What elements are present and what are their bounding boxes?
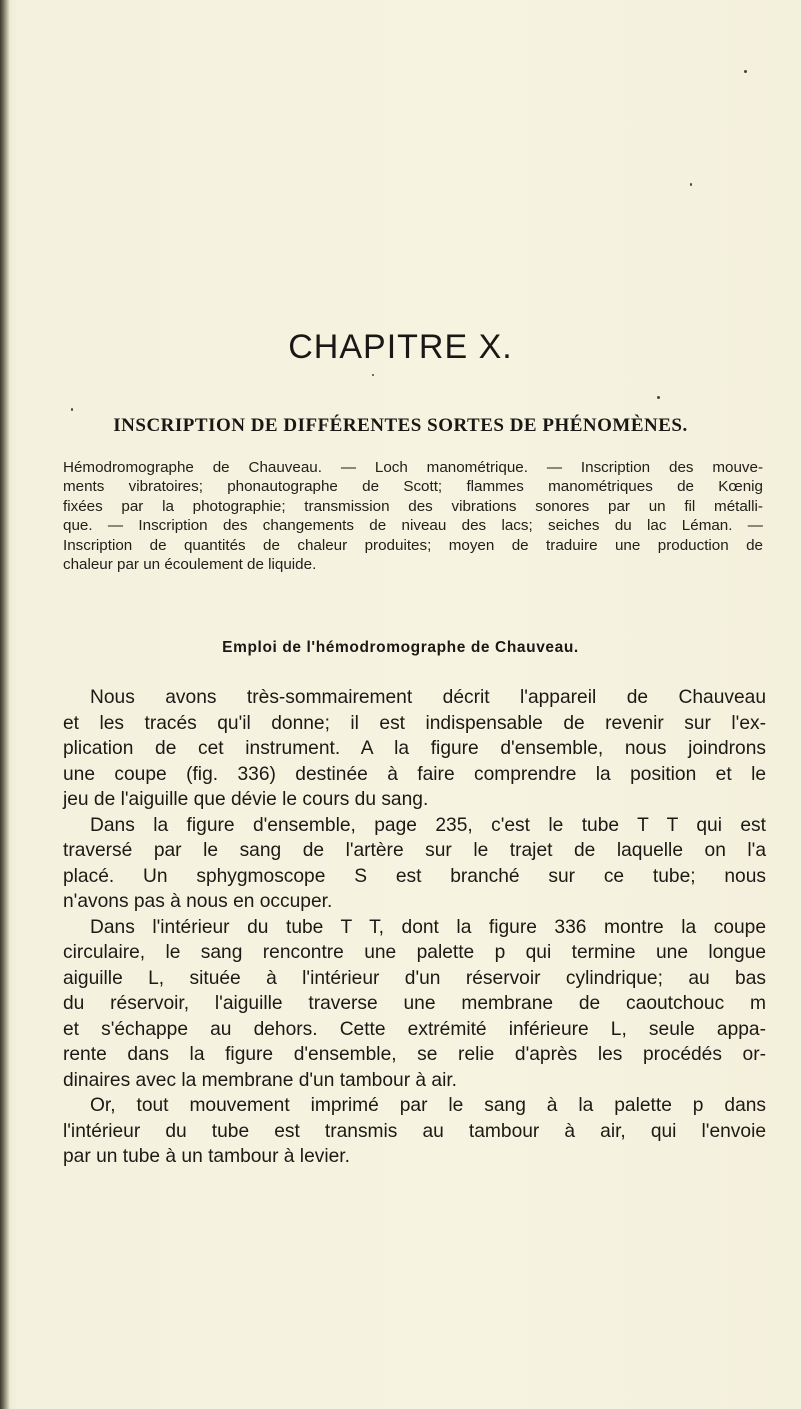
text-line: placé. Un sphygmoscope S est branché sur ce tube; nous [63, 865, 766, 887]
text-line: jeu de l'aiguille que dévie le cours du sang. [63, 789, 429, 810]
paper-speck [690, 183, 692, 186]
summary-line: ments vibratoires; phonautographe de Scott; flammes manométriques de Kœnig [63, 478, 763, 496]
paragraph [63, 813, 766, 915]
chapter-subtitle: INSCRIPTION DE DIFFÉRENTES SORTES DE PHÉNOMÈNES. [113, 415, 688, 436]
text-line: traversé par le sang de l'artère sur le trajet de laquelle on l'a [63, 840, 766, 861]
text-line: Dans l'intérieur du tube T T, dont la figure 336 montre la coupe [90, 916, 766, 938]
paper-speck [744, 70, 747, 73]
text-line: circulaire, le sang rencontre une palette p qui termine une longue [63, 942, 766, 963]
paragraph [63, 915, 766, 1094]
text-line: par un tube à un tambour à levier. [63, 1146, 350, 1167]
paragraph [63, 1093, 766, 1170]
page-binding-edge [0, 0, 10, 1409]
summary-line: que. — Inscription des changements de niveau des lacs; seiches du lac Léman. — [63, 517, 763, 535]
paper-speck [657, 396, 660, 399]
text-line: une coupe (fig. 336) destinée à faire comprendre la position et le [63, 763, 766, 785]
summary-line: fixées par la photographie; transmission des vibrations sonores par un fil métalli- [63, 497, 763, 515]
body-text [63, 685, 766, 1170]
section-heading: Emploi de l'hémodromographe de Chauveau. [222, 639, 579, 656]
chapter-summary [63, 458, 763, 574]
paper-speck [71, 408, 73, 411]
text-line: du réservoir, l'aiguille traverse une membrane de caoutchouc m [63, 993, 766, 1014]
text-line: rente dans la figure d'ensemble, se relie d'après les procédés or- [63, 1044, 766, 1065]
text-line: et s'échappe au dehors. Cette extrémité inférieure L, seule appa- [63, 1018, 766, 1040]
chapter-title: CHAPITRE X. [288, 328, 513, 366]
text-line: dinaires avec la membrane d'un tambour à air. [63, 1069, 458, 1091]
text-line: Or, tout mouvement imprimé par le sang à la palette p dans [90, 1095, 766, 1116]
paper-speck [372, 374, 374, 376]
text-line: Dans la figure d'ensemble, page 235, c'est le tube T T qui est [90, 814, 766, 836]
summary-line: chaleur par un écoulement de liquide. [63, 556, 317, 574]
summary-line: Inscription de quantités de chaleur produites; moyen de traduire une production de [63, 536, 763, 554]
summary-line: Hémodromographe de Chauveau. — Loch manométrique. — Inscription des mouve- [63, 459, 763, 476]
text-line: l'intérieur du tube est transmis au tambour à air, qui l'envoie [63, 1120, 766, 1142]
text-line: et les tracés qu'il donne; il est indispensable de revenir sur l'ex- [63, 712, 766, 734]
text-line: Nous avons très-sommairement décrit l'appareil de Chauveau [90, 687, 766, 708]
text-line: aiguille L, située à l'intérieur d'un réservoir cylindrique; au bas [63, 967, 766, 989]
text-line: n'avons pas à nous en occuper. [63, 891, 333, 912]
text-line: plication de cet instrument. A la figure d'ensemble, nous joindrons [63, 738, 766, 759]
paragraph [63, 685, 766, 813]
